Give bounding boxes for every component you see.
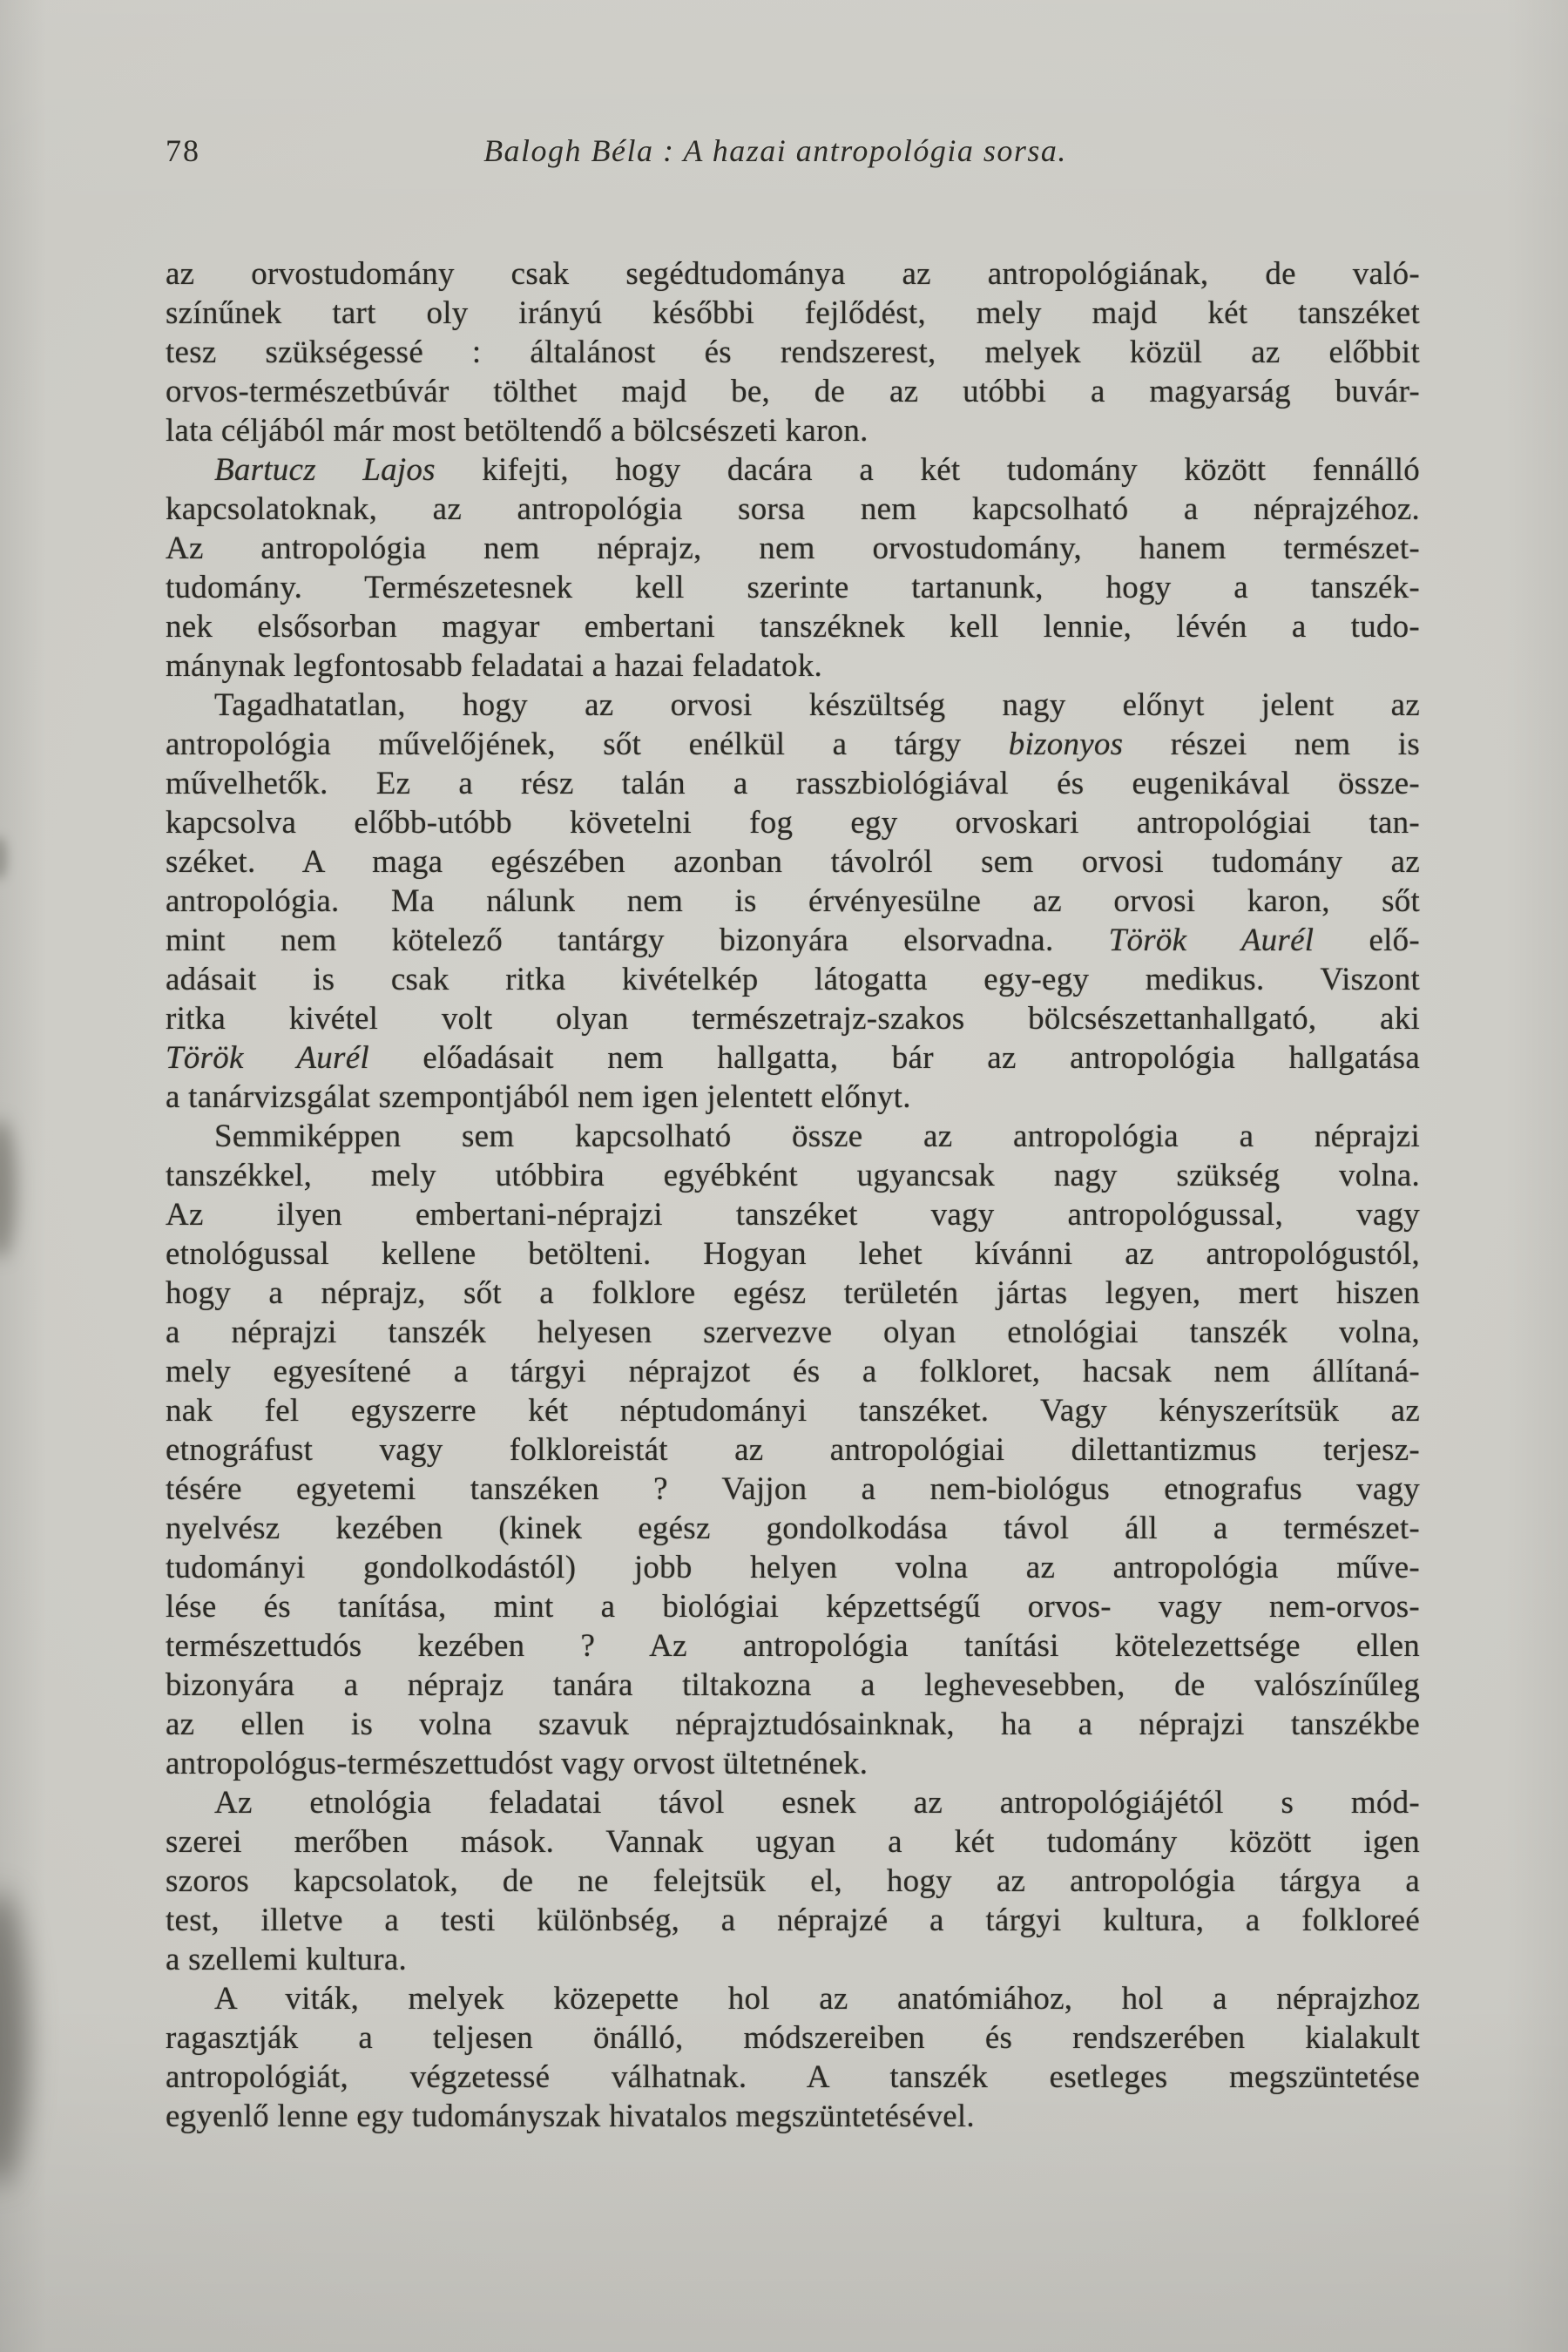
text-line: művelhetők. Ez a rész talán a rasszbiológiával és eugenikával össze-	[166, 766, 1420, 801]
text-line: test, illetve a testi különbség, a néprajzé a tárgyi kultura, a folkloreé	[166, 1903, 1420, 1938]
text-line: az orvostudomány csak segédtudománya az antropológiának, de való-	[166, 256, 1420, 292]
paragraph	[166, 686, 1420, 1117]
paragraph	[166, 1117, 1420, 1783]
text-line: szerei merőben mások. Vannak ugyan a két tudomány között igen	[166, 1824, 1420, 1860]
text-line: szoros kapcsolatok, de ne felejtsük el, hogy az antropológia tárgya a	[166, 1863, 1420, 1899]
paragraph	[166, 1979, 1420, 2136]
text-line: a szellemi kultura.	[166, 1942, 408, 1977]
text-line: tudományi gondolkodástól) jobb helyen volna az antropológia műve-	[166, 1550, 1420, 1585]
text-line: mint nem kötelező tantárgy bizonyára elsorvadna. Török Aurél elő-	[166, 923, 1421, 958]
text-line: kapcsolva előbb-utóbb követelni fog egy orvoskari antropológiai tan-	[166, 805, 1420, 841]
text-line: Az ilyen embertani-néprajzi tanszéket vagy antropológussal, vagy	[166, 1197, 1420, 1233]
text-line: természettudós kezében ? Az antropológia tanítási kötelezettsége ellen	[166, 1628, 1420, 1664]
text-line: ritka kivétel volt olyan természetrajz-szakos bölcsészettanhallgató, aki	[166, 1001, 1420, 1037]
text-line: tudomány. Természetesnek kell szerinte tartanunk, hogy a tanszék-	[166, 570, 1420, 605]
scan-smudge	[0, 836, 7, 880]
text-line: bizonyára a néprajz tanára tiltakozna a leghevesebben, de valószínűleg	[166, 1667, 1420, 1703]
scan-smudge	[0, 1890, 28, 2186]
text-line: A viták, melyek közepette hol az anatómiához, hol a néprajzhoz	[214, 1981, 1420, 2017]
text-line: etnológussal kellene betölteni. Hogyan lehet kívánni az antropológustól,	[166, 1236, 1420, 1272]
text-line: tanszékkel, mely utóbbira egyébként ugyancsak nagy szükség volna.	[166, 1158, 1420, 1193]
text-line: etnográfust vagy folkloreistát az antropológiai dilettantizmus terjesz-	[166, 1432, 1420, 1468]
text-line: egyenlő lenne egy tudományszak hivatalos megszüntetésével.	[166, 2099, 975, 2134]
text-line: tésére egyetemi tanszéken ? Vajjon a nem-biológus etnografus vagy	[166, 1471, 1420, 1507]
text-line: antropológia. Ma nálunk nem is érvényesülne az orvosi karon, sőt	[166, 883, 1420, 919]
text-line: tesz szükségessé : általánost és rendszerest, melyek közül az előbbit	[166, 335, 1420, 370]
running-title: Balogh Béla : A hazai antropológia sorsa.	[483, 133, 1067, 168]
text-line: Török Aurél előadásait nem hallgatta, bár az antropológia hallgatása	[166, 1040, 1420, 1076]
text-line: antropológia művelőjének, sőt enélkül a tárgy bizonyos részei nem is	[166, 727, 1420, 762]
text-line: nak fel egyszerre két néptudományi tanszéket. Vagy kényszerítsük az	[166, 1393, 1420, 1429]
scan-smudge	[0, 1119, 16, 1259]
page-header	[166, 131, 1420, 171]
page-number: 78	[166, 133, 200, 168]
text-line: Az etnológia feladatai távol esnek az antropológiájétól s mód-	[214, 1785, 1420, 1821]
text-line: orvos-természetbúvár tölthet majd be, de az utóbbi a magyarság buvár-	[166, 374, 1420, 409]
text-block	[166, 254, 1420, 2136]
text-line: mely egyesítené a tárgyi néprajzot és a folkloret, hacsak nem állítaná-	[166, 1354, 1420, 1389]
text-line: színűnek tart oly irányú későbbi fejlődést, mely majd két tanszéket	[166, 295, 1420, 331]
text-line: nek elsősorban magyar embertani tanszéknek kell lennie, lévén a tudo-	[166, 609, 1420, 645]
text-line: ragasztják a teljesen önálló, módszereiben és rendszerében kialakult	[166, 2020, 1420, 2056]
paragraph	[166, 254, 1420, 450]
text-line: mánynak legfontosabb feladatai a hazai feladatok.	[166, 648, 822, 684]
text-line: Semmiképpen sem kapcsolható össze az antropológia a néprajzi	[214, 1119, 1420, 1154]
paragraph	[166, 1783, 1420, 1979]
text-line: Tagadhatatlan, hogy az orvosi készültség nagy előnyt jelent az	[214, 687, 1420, 723]
text-line: kapcsolatoknak, az antropológia sorsa nem kapcsolható a néprajzéhoz.	[166, 491, 1420, 527]
text-line: antropológiát, végzetessé válhatnak. A tanszék esetleges megszüntetése	[166, 2059, 1420, 2095]
text-line: Bartucz Lajos kifejti, hogy dacára a két tudomány között fennálló	[214, 452, 1421, 488]
text-line: hogy a néprajz, sőt a folklore egész területén jártas legyen, mert hiszen	[166, 1275, 1420, 1311]
text-line: adásait is csak ritka kivételkép látogatta egy-egy medikus. Viszont	[166, 962, 1420, 997]
text-line: széket. A maga egészében azonban távolról sem orvosi tudomány az	[166, 844, 1420, 880]
text-line: lata céljából már most betöltendő a bölcsészeti karon.	[166, 413, 868, 449]
text-line: az ellen is volna szavuk néprajztudósainknak, ha a néprajzi tanszékbe	[166, 1707, 1420, 1742]
text-line: a tanárvizsgálat szempontjából nem igen jelentett előnyt.	[166, 1079, 911, 1115]
text-line: a néprajzi tanszék helyesen szervezve olyan etnológiai tanszék volna,	[166, 1315, 1420, 1350]
text-line: lése és tanítása, mint a biológiai képzettségű orvos- vagy nem-orvos-	[166, 1589, 1420, 1625]
text-line: antropológus-természettudóst vagy orvost ültetnének.	[166, 1746, 868, 1781]
paragraph	[166, 450, 1420, 686]
text-line: Az antropológia nem néprajz, nem orvostudomány, hanem természet-	[166, 531, 1420, 566]
text-line: nyelvész kezében (kinek egész gondolkodása távol áll a természet-	[166, 1511, 1420, 1546]
